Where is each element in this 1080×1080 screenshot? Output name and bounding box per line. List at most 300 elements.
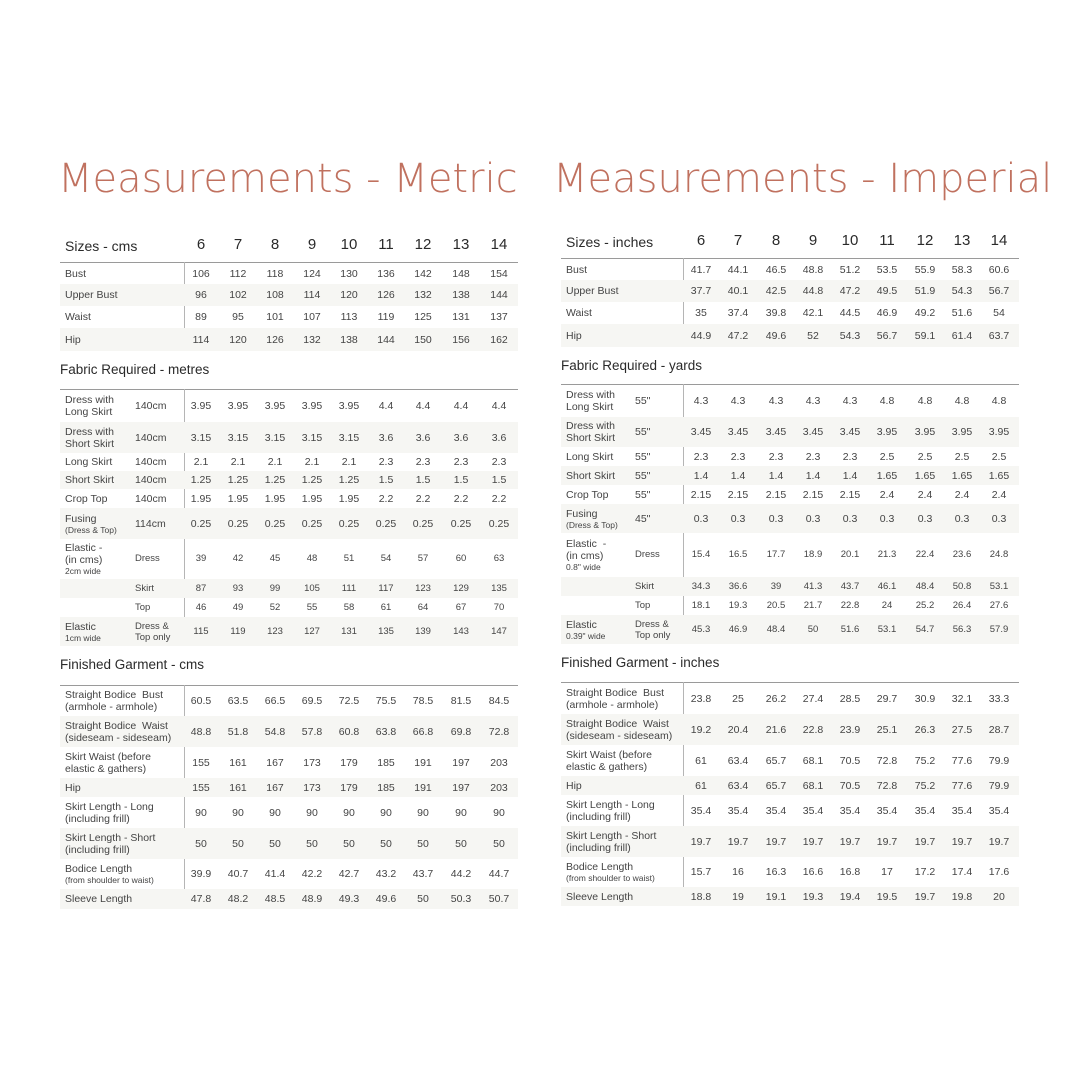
imperial-fabric-label xyxy=(566,508,618,530)
metric-body-value: 131 xyxy=(452,311,470,323)
metric-finished-value: 90 xyxy=(195,806,207,819)
imperial-fabric-label-text: Fusing xyxy=(566,507,598,520)
imperial-fabric-value: 3.95 xyxy=(876,426,898,438)
metric-body-value: 106 xyxy=(192,267,210,280)
metric-fabric-unit: 140cm xyxy=(135,492,167,505)
imperial-fabric-value: 54.7 xyxy=(915,623,935,635)
imperial-fabric-value: 4.3 xyxy=(768,395,784,407)
imperial-fabric-value: 1.4 xyxy=(730,469,746,482)
imperial-fabric-label xyxy=(566,538,606,572)
metric-finished-label-text: Skirt Length - Long (including frill) xyxy=(65,800,154,825)
imperial-finished-label-text: Bodice Length xyxy=(566,861,634,873)
imperial-fabric-value: 1.65 xyxy=(914,469,936,482)
imperial-body-value: 48.8 xyxy=(802,263,824,276)
imperial-body-value: 42.1 xyxy=(802,307,824,319)
metric-body-value: 95 xyxy=(232,311,244,323)
metric-fabric-value: 1.25 xyxy=(264,474,286,486)
metric-fabric-value: 143 xyxy=(453,625,469,637)
imperial-finished-value: 26.3 xyxy=(914,723,936,736)
imperial-fabric-value: 3.45 xyxy=(839,426,861,438)
metric-fabric-value: 4.4 xyxy=(378,400,394,412)
imperial-fabric-value: 45.3 xyxy=(691,623,711,635)
metric-finished-value: 191 xyxy=(414,756,432,769)
imperial-body-value: 35 xyxy=(695,307,707,319)
imperial-fabric-value: 23.6 xyxy=(952,549,972,560)
imperial-finished-value: 27.4 xyxy=(802,692,824,705)
metric-body-value: 150 xyxy=(414,333,432,346)
imperial-body-value: 44.1 xyxy=(727,263,749,276)
imperial-finished-label xyxy=(566,718,672,742)
metric-fabric-value: 1.5 xyxy=(491,474,507,486)
metric-body-value: 136 xyxy=(377,267,395,280)
metric-fabric-label xyxy=(65,456,112,468)
metric-finished-value: 179 xyxy=(340,756,358,769)
metric-finished-label-text: Straight Bodice Waist (sideseam - sideseam) xyxy=(65,719,172,744)
imperial-body-value: 58.3 xyxy=(951,263,973,276)
metric-finished-value: 185 xyxy=(377,756,395,769)
imperial-fabric-value: 2.4 xyxy=(879,488,895,501)
imperial-fabric-value: 50 xyxy=(807,623,819,635)
metric-body-value: 108 xyxy=(266,289,284,301)
metric-body-label xyxy=(65,334,81,346)
imperial-fabric-value: 2.15 xyxy=(765,488,787,501)
imperial-finished-value: 77.6 xyxy=(951,779,973,792)
imperial-finished-value: 61 xyxy=(695,779,707,792)
metric-finished-value: 72.5 xyxy=(338,695,360,707)
metric-fabric-value: 58 xyxy=(343,601,355,613)
metric-body-value: 119 xyxy=(377,311,395,323)
metric-fabric-value: 3.15 xyxy=(227,431,249,444)
imperial-finished-value: 19.7 xyxy=(876,835,898,848)
metric-fabric-value: 0.25 xyxy=(264,517,286,530)
imperial-finished-value: 79.9 xyxy=(988,754,1010,767)
imperial-fabric-value: 0.3 xyxy=(917,512,933,525)
imperial-body-value: 49.6 xyxy=(765,329,787,342)
imperial-finished-value: 16 xyxy=(732,866,744,878)
metric-fabric-value: 135 xyxy=(491,582,507,594)
metric-finished-value: 66.5 xyxy=(264,695,286,707)
metric-fabric-value: 2.1 xyxy=(304,456,320,468)
metric-body-value: 113 xyxy=(340,311,358,323)
imperial-body-value: 51.2 xyxy=(839,263,861,276)
metric-fabric-value: 0.25 xyxy=(338,517,360,530)
size-header-imperial: 11 xyxy=(879,232,895,249)
metric-fabric-value: 0.25 xyxy=(301,517,323,530)
metric-finished-label xyxy=(65,689,163,713)
imperial-body-value: 39.8 xyxy=(765,307,787,319)
metric-finished-label-text: Sleeve Length xyxy=(65,893,133,905)
imperial-fabric-value: 2.5 xyxy=(879,450,895,463)
metric-fabric-value: 139 xyxy=(415,625,431,637)
metric-finished-value: 155 xyxy=(192,781,210,794)
metric-body-value: 118 xyxy=(266,267,284,280)
metric-fabric-value: 61 xyxy=(380,601,392,613)
imperial-fabric-value: 4.8 xyxy=(991,395,1007,407)
metric-fabric-unit: 140cm xyxy=(135,400,167,412)
imperial-fabric-value: 0.3 xyxy=(805,512,821,525)
imperial-finished-value: 17 xyxy=(881,866,893,878)
imperial-body-value: 41.7 xyxy=(690,263,712,276)
imperial-finished-value: 15.7 xyxy=(690,866,712,878)
imperial-fabric-value: 4.3 xyxy=(805,395,821,407)
metric-body-value: 124 xyxy=(303,267,321,280)
metric-fabric-value: 2.3 xyxy=(491,456,507,468)
imperial-finished-value: 35.4 xyxy=(690,804,712,817)
imperial-fabric-value: 46.1 xyxy=(877,580,897,592)
size-header-imperial: 7 xyxy=(733,232,743,249)
imperial-body-value: 37.7 xyxy=(690,285,712,297)
imperial-fabric-value: 2.3 xyxy=(730,450,746,463)
imperial-body-value: 56.7 xyxy=(988,285,1010,297)
metric-finished-value: 63.8 xyxy=(375,725,397,738)
imperial-fabric-value: 4.3 xyxy=(693,395,709,407)
metric-fabric-label-text: Elastic - (in cms) xyxy=(65,542,103,566)
imperial-finished-value: 16.8 xyxy=(839,866,861,878)
imperial-fabric-label xyxy=(566,470,615,482)
metric-finished-label xyxy=(65,801,154,825)
imperial-fabric-value: 27.6 xyxy=(989,599,1009,611)
imperial-finished-value: 23.8 xyxy=(690,692,712,705)
metric-body-value: 126 xyxy=(266,333,284,346)
imperial-finished-value: 35.4 xyxy=(951,804,973,817)
imperial-body-value: 44.8 xyxy=(802,285,824,297)
metric-fabric-value: 2.3 xyxy=(415,456,431,468)
metric-finished-value: 50.7 xyxy=(488,893,510,905)
imperial-finished-value: 75.2 xyxy=(914,779,936,792)
imperial-fabric-value: 2.3 xyxy=(805,450,821,463)
imperial-finished-value: 19 xyxy=(732,890,744,903)
imperial-fabric-value: 16.5 xyxy=(728,549,748,560)
metric-fabric-value: 1.95 xyxy=(301,492,323,505)
metric-fabric-label xyxy=(65,621,101,643)
size-header-metric: 9 xyxy=(307,236,317,253)
imperial-fabric-value: 17.7 xyxy=(766,549,786,560)
imperial-fabric-label xyxy=(566,451,613,463)
imperial-finished-value: 35.4 xyxy=(914,804,936,817)
metric-fabric-value: 3.15 xyxy=(338,431,360,444)
imperial-body-value: 47.2 xyxy=(839,285,861,297)
size-header-metric: 8 xyxy=(270,236,280,253)
metric-fabric-value: 1.5 xyxy=(415,474,431,486)
imperial-fabric-value: 2.15 xyxy=(802,488,824,501)
metric-fabric-label-text: Dress with Short Skirt xyxy=(65,425,115,450)
imperial-fabric-unit: 45" xyxy=(635,512,651,525)
imperial-body-value: 53.5 xyxy=(876,263,898,276)
metric-body-value: 148 xyxy=(452,267,470,280)
imperial-body-value: 42.5 xyxy=(765,285,787,297)
metric-finished-value: 197 xyxy=(452,781,470,794)
metric-fabric-value: 52 xyxy=(269,601,281,613)
imperial-finished-value: 19.3 xyxy=(802,890,824,903)
imperial-fabric-label-text: Long Skirt xyxy=(566,450,614,463)
metric-fabric-value: 3.95 xyxy=(190,400,212,412)
imperial-fabric-label xyxy=(566,489,608,501)
metric-body-value: 102 xyxy=(229,289,247,301)
imperial-finished-label-text: Straight Bodice Waist (sideseam - sideseam) xyxy=(566,717,673,742)
metric-fabric-label xyxy=(65,513,117,535)
imperial-body-label-text: Hip xyxy=(566,329,582,342)
metric-finished-label-text: Skirt Length - Short (including frill) xyxy=(65,831,156,856)
metric-finished-value: 167 xyxy=(266,781,284,794)
imperial-finished-value: 19.7 xyxy=(802,835,824,848)
metric-fabric-label-text: Crop Top xyxy=(65,492,108,505)
imperial-fabric-label xyxy=(566,619,605,641)
metric-title: Measurements - Metric xyxy=(58,156,518,202)
imperial-body-value: 44.5 xyxy=(839,307,861,319)
imperial-finished-value: 63.4 xyxy=(727,754,749,767)
metric-fabric-value: 2.3 xyxy=(378,456,394,468)
metric-finished-label-sub: (from shoulder to waist) xyxy=(65,875,154,885)
imperial-fabric-value: 2.3 xyxy=(768,450,784,463)
imperial-fabric-value: 46.9 xyxy=(728,623,748,635)
imperial-finished-label xyxy=(566,687,664,711)
metric-finished-value: 50 xyxy=(417,837,429,850)
imperial-fabric-label xyxy=(566,420,615,444)
metric-finished-value: 155 xyxy=(192,756,210,769)
metric-finished-value: 161 xyxy=(229,781,247,794)
imperial-finished-value: 68.1 xyxy=(802,779,824,792)
imperial-finished-label-text: Straight Bodice Bust (armhole - armhole) xyxy=(566,686,665,711)
imperial-finished-value: 27.5 xyxy=(951,723,973,736)
imperial-fabric-value: 48.4 xyxy=(915,580,935,592)
imperial-fabric-value: 2.3 xyxy=(693,450,709,463)
metric-fabric-value: 2.3 xyxy=(453,456,469,468)
imperial-finished-value: 19.7 xyxy=(839,835,861,848)
metric-fabric-value: 3.95 xyxy=(301,400,323,412)
metric-fabric-value: 67 xyxy=(455,601,467,613)
metric-body-value: 112 xyxy=(229,267,247,280)
imperial-finished-label-text: Skirt Waist (before elastic & gathers) xyxy=(566,748,652,773)
imperial-finished-value: 28.7 xyxy=(988,723,1010,736)
metric-fabric-label-text: Long Skirt xyxy=(65,456,113,468)
size-header-metric: 7 xyxy=(233,236,243,253)
imperial-fabric-value: 0.3 xyxy=(768,512,784,525)
imperial-body-value: 54.3 xyxy=(951,285,973,297)
size-header-imperial: 8 xyxy=(771,232,781,249)
metric-fabric-title: Fabric Required - metres xyxy=(60,362,210,377)
imperial-finished-value: 75.2 xyxy=(914,754,936,767)
imperial-body-value: 60.6 xyxy=(988,263,1010,276)
metric-body-value: 138 xyxy=(340,333,358,346)
imperial-body-value: 51.6 xyxy=(951,307,973,319)
metric-finished-value: 48.8 xyxy=(190,725,212,738)
imperial-fabric-value: 0.3 xyxy=(693,512,709,525)
imperial-finished-value: 65.7 xyxy=(765,754,787,767)
imperial-finished-value: 20.4 xyxy=(727,723,749,736)
imperial-finished-value: 30.9 xyxy=(914,692,936,705)
metric-fabric-value: 3.6 xyxy=(378,431,394,444)
imperial-fabric-value: 1.4 xyxy=(805,469,821,482)
imperial-fabric-value: 36.6 xyxy=(728,580,748,592)
metric-fabric-value: 123 xyxy=(415,582,431,594)
imperial-finished-value: 25.1 xyxy=(876,723,898,736)
metric-finished-label-text: Skirt Waist (before elastic & gathers) xyxy=(65,750,151,775)
imperial-fabric-value: 2.4 xyxy=(954,488,970,501)
metric-fabric-label xyxy=(65,542,102,576)
imperial-finished-value: 19.5 xyxy=(876,890,898,903)
metric-fabric-value: 64 xyxy=(417,601,429,613)
imperial-finished-value: 19.7 xyxy=(914,835,936,848)
imperial-fabric-value: 2.5 xyxy=(991,450,1007,463)
metric-body-label-text: Bust xyxy=(65,267,87,280)
metric-body-value: 107 xyxy=(303,311,321,323)
size-header-metric: 11 xyxy=(378,236,394,253)
metric-fabric-value: 3.6 xyxy=(453,431,469,444)
metric-fabric-value: 105 xyxy=(304,582,320,594)
imperial-body-value: 51.9 xyxy=(914,285,936,297)
imperial-finished-value: 19.7 xyxy=(690,835,712,848)
imperial-body-value: 61.4 xyxy=(951,329,973,342)
metric-finished-value: 90 xyxy=(455,806,467,819)
imperial-finished-value: 16.6 xyxy=(802,866,824,878)
metric-finished-value: 167 xyxy=(266,756,284,769)
metric-finished-value: 42.7 xyxy=(338,868,360,880)
imperial-fabric-value: 22.4 xyxy=(915,549,935,560)
imperial-fabric-unit: Dress xyxy=(635,549,660,560)
metric-fabric-value: 0.25 xyxy=(227,517,249,530)
imperial-fabric-value: 2.5 xyxy=(917,450,933,463)
metric-finished-value: 57.8 xyxy=(301,725,323,738)
metric-finished-value: 51.8 xyxy=(227,725,249,738)
metric-fabric-label-sub: (Dress & Top) xyxy=(65,524,117,535)
metric-fabric-value: 2.1 xyxy=(230,456,246,468)
metric-fabric-value: 147 xyxy=(491,625,507,637)
imperial-finished-label xyxy=(566,749,652,773)
imperial-fabric-value: 56.3 xyxy=(952,623,972,635)
metric-fabric-value: 1.95 xyxy=(190,492,212,505)
metric-finished-value: 43.2 xyxy=(375,868,397,880)
metric-fabric-value: 135 xyxy=(378,625,394,637)
metric-body-value: 144 xyxy=(490,289,508,301)
imperial-fabric-value: 3.45 xyxy=(765,426,787,438)
metric-finished-value: 50 xyxy=(306,837,318,850)
metric-sizes-label: Sizes - cms xyxy=(65,238,138,254)
metric-finished-value: 84.5 xyxy=(488,695,510,707)
metric-fabric-value: 1.5 xyxy=(378,474,394,486)
metric-finished-value: 173 xyxy=(303,756,321,769)
imperial-fabric-value: 1.65 xyxy=(951,469,973,482)
metric-fabric-value: 1.25 xyxy=(301,474,323,486)
metric-fabric-label-sub: 2cm wide xyxy=(65,566,101,576)
imperial-finished-label-text: Skirt Length - Long (including frill) xyxy=(566,798,655,823)
imperial-fabric-unit: Skirt xyxy=(635,580,654,592)
imperial-body-label xyxy=(566,264,587,276)
imperial-finished-value: 19.4 xyxy=(839,890,861,903)
imperial-fabric-value: 3.95 xyxy=(951,426,973,438)
imperial-finished-value: 70.5 xyxy=(839,779,861,792)
imperial-fabric-label-sub: (Dress & Top) xyxy=(566,519,618,530)
metric-finished-value: 90 xyxy=(493,806,505,819)
metric-finished-label-text: Bodice Length xyxy=(65,863,133,875)
metric-finished-value: 47.8 xyxy=(190,893,212,905)
metric-finished-value: 90 xyxy=(380,806,392,819)
imperial-finished-value: 65.7 xyxy=(765,779,787,792)
imperial-finished-value: 35.4 xyxy=(839,804,861,817)
metric-body-value: 126 xyxy=(377,289,395,301)
imperial-fabric-value: 0.3 xyxy=(954,512,970,525)
metric-fabric-value: 1.95 xyxy=(338,492,360,505)
imperial-finished-value: 35.4 xyxy=(988,804,1010,817)
metric-body-value: 138 xyxy=(452,289,470,301)
imperial-finished-value: 19.7 xyxy=(727,835,749,848)
imperial-body-label-text: Bust xyxy=(566,263,588,276)
imperial-fabric-label-text: Elastic - (in cms) xyxy=(566,538,607,562)
metric-fabric-unit: Skirt xyxy=(135,582,154,594)
metric-body-value: 144 xyxy=(377,333,395,346)
imperial-fabric-label-text: Dress with Short Skirt xyxy=(566,420,616,444)
imperial-finished-label-sub: (from shoulder to waist) xyxy=(566,873,655,883)
metric-fabric-value: 115 xyxy=(193,625,209,637)
metric-fabric-value: 46 xyxy=(195,601,207,613)
imperial-fabric-value: 4.8 xyxy=(954,395,970,407)
metric-fabric-value: 99 xyxy=(269,582,281,594)
imperial-finished-value: 29.7 xyxy=(876,692,898,705)
metric-finished-label xyxy=(65,863,154,885)
metric-fabric-value: 1.25 xyxy=(227,474,249,486)
metric-fabric-value: 51 xyxy=(343,553,355,564)
metric-finished-value: 90 xyxy=(232,806,244,819)
metric-finished-label-text: Straight Bodice Bust (armhole - armhole) xyxy=(65,689,164,713)
metric-finished-value: 60.5 xyxy=(190,695,212,707)
metric-finished-label xyxy=(65,751,151,775)
size-header-metric: 14 xyxy=(490,236,508,253)
imperial-body-label-text: Waist xyxy=(566,307,592,319)
metric-finished-value: 44.2 xyxy=(450,868,472,880)
metric-fabric-unit: 140cm xyxy=(135,456,167,468)
imperial-fabric-value: 53.1 xyxy=(989,580,1009,592)
metric-finished-value: 40.7 xyxy=(227,868,249,880)
imperial-fabric-value: 21.7 xyxy=(803,599,823,611)
imperial-fabric-value: 2.5 xyxy=(954,450,970,463)
metric-fabric-label-text: Dress with Long Skirt xyxy=(65,394,115,418)
metric-fabric-value: 111 xyxy=(341,582,357,594)
imperial-body-value: 63.7 xyxy=(988,329,1010,342)
metric-fabric-value: 70 xyxy=(493,601,505,613)
imperial-finished-value: 19.7 xyxy=(951,835,973,848)
imperial-body-value: 47.2 xyxy=(727,329,749,342)
metric-finished-value: 69.8 xyxy=(450,725,472,738)
imperial-finished-value: 19.2 xyxy=(690,723,712,736)
metric-fabric-value: 2.1 xyxy=(193,456,209,468)
metric-body-value: 114 xyxy=(303,289,321,301)
imperial-body-value: 40.1 xyxy=(727,285,749,297)
imperial-fabric-value: 21.3 xyxy=(877,549,897,560)
metric-finished-title: Finished Garment - cms xyxy=(60,657,205,672)
imperial-body-value: 54.3 xyxy=(839,329,861,342)
metric-body-label-text: Hip xyxy=(65,333,81,346)
imperial-fabric-value: 0.3 xyxy=(730,512,746,525)
imperial-fabric-value: 3.95 xyxy=(914,426,936,438)
imperial-fabric-value: 39 xyxy=(770,580,782,592)
metric-fabric-label xyxy=(65,474,114,486)
imperial-fabric-value: 0.3 xyxy=(842,512,858,525)
size-header-metric: 6 xyxy=(196,236,206,253)
metric-finished-value: 43.7 xyxy=(412,868,434,880)
metric-fabric-value: 54 xyxy=(380,553,392,564)
metric-fabric-value: 119 xyxy=(230,625,246,637)
imperial-finished-value: 77.6 xyxy=(951,754,973,767)
metric-fabric-unit: Dress xyxy=(135,553,160,564)
metric-finished-label xyxy=(65,832,155,856)
metric-fabric-label-sub: 1cm wide xyxy=(65,632,101,643)
imperial-finished-label xyxy=(566,799,655,823)
imperial-fabric-value: 2.15 xyxy=(839,488,861,501)
metric-finished-value: 44.7 xyxy=(488,868,510,880)
imperial-body-value: 54 xyxy=(993,307,1005,319)
metric-finished-value: 203 xyxy=(490,781,508,794)
metric-body-value: 132 xyxy=(414,289,432,301)
imperial-finished-value: 17.4 xyxy=(951,866,973,878)
